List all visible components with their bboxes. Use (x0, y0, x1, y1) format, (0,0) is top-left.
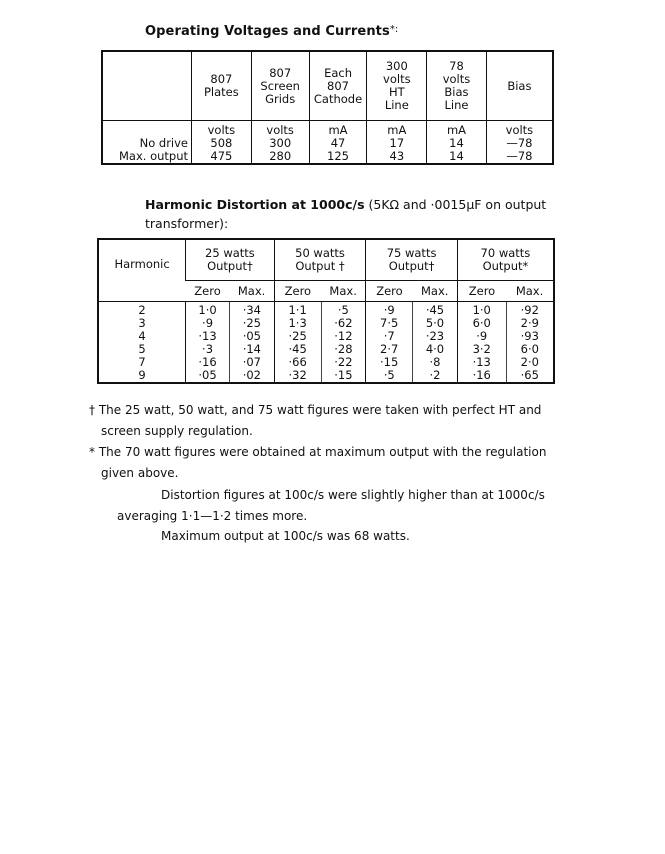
harmonic-number: 4 (138, 329, 146, 343)
operating-title-text: Operating Voltages and Currents (145, 24, 390, 39)
max-value-cell: ·14 (229, 343, 274, 356)
group-header: 25 watts Output† (186, 239, 275, 281)
harmonic-body (98, 302, 554, 384)
harmonic-number: 5 (138, 342, 146, 356)
value-cell: 508 (192, 137, 252, 150)
max-value-cell: ·02 (229, 369, 274, 383)
max-value-cell: ·28 (321, 343, 366, 356)
zero-value-cell: ·5 (366, 369, 413, 383)
operating-title-mark: *: (389, 24, 399, 35)
unit-cell: mA (427, 121, 487, 138)
value-cell: 14 (427, 137, 487, 150)
value-cell: 475 (192, 150, 252, 164)
max-value-cell: ·05 (229, 330, 274, 343)
zero-value-cell: 1·3 (274, 317, 321, 330)
group-header: 75 watts Output† (366, 239, 458, 281)
harmonic-title-rest: (5KΩ and ·0015µF on output (364, 197, 547, 212)
notes-distortion (101, 485, 571, 527)
zero-value-cell: ·15 (366, 356, 413, 369)
harmonic-header: Harmonic (98, 239, 186, 302)
units-row (102, 121, 553, 138)
harmonic-table (97, 238, 555, 384)
harmonic-number: 9 (138, 368, 146, 382)
unit-cell: mA (309, 121, 367, 138)
header-cell: 807 Plates (192, 51, 252, 121)
operating-header-row (102, 51, 553, 121)
zero-value-cell: 1·1 (274, 302, 321, 318)
zero-value-cell: ·9 (366, 302, 413, 318)
value-cell: 43 (367, 150, 427, 164)
header-cell: 807 Screen Grids (251, 51, 309, 121)
zero-value-cell: ·16 (457, 369, 506, 383)
max-value-cell: ·12 (321, 330, 366, 343)
max-value-cell: ·8 (413, 356, 458, 369)
value-cell: —78 (486, 137, 553, 150)
harmonic-title-line2: transformer): (145, 216, 229, 231)
zero-header: Zero (366, 281, 413, 302)
zero-value-cell: ·13 (457, 356, 506, 369)
value-cell: —78 (486, 150, 553, 164)
harmonic-number: 3 (138, 316, 146, 330)
max-value-cell: ·2 (413, 369, 458, 383)
max-value-cell: 5·0 (413, 317, 458, 330)
section-title-operating (145, 24, 398, 39)
max-value-cell: ·23 (413, 330, 458, 343)
zero-value-cell: 1·0 (186, 302, 230, 318)
zero-value-cell: ·16 (186, 356, 230, 369)
row-label: No drive (139, 136, 189, 150)
table-row (102, 150, 553, 164)
zero-value-cell: ·7 (366, 330, 413, 343)
value-cell: 280 (251, 150, 309, 164)
note-star-line2: given above. (101, 466, 179, 480)
header-cell: 300 volts HT Line (367, 51, 427, 121)
zero-value-cell: ·13 (186, 330, 230, 343)
header-cell: Each 807 Cathode (309, 51, 367, 121)
max-value-cell: 6·0 (506, 343, 554, 356)
harmonic-group-row (98, 239, 554, 281)
row-label: Max. output (118, 149, 189, 163)
zero-value-cell: ·45 (274, 343, 321, 356)
value-cell: 47 (309, 137, 367, 150)
max-value-cell: 2·0 (506, 356, 554, 369)
max-value-cell: ·65 (506, 369, 554, 383)
section-title-harmonic (145, 195, 565, 233)
unit-cell: volts (251, 121, 309, 138)
header-blank (102, 51, 192, 121)
zero-value-cell: ·9 (186, 317, 230, 330)
max-value-cell: ·15 (321, 369, 366, 383)
table-row (98, 302, 554, 318)
group-header: 50 watts Output † (274, 239, 366, 281)
harmonic-number: 2 (138, 303, 146, 317)
operating-table (101, 50, 554, 165)
notes-dagger (89, 400, 569, 442)
header-cell: Bias (486, 51, 553, 121)
value-cell: 300 (251, 137, 309, 150)
note-max-output: Maximum output at 100c/s was 68 watts. (161, 529, 410, 543)
max-value-cell: ·22 (321, 356, 366, 369)
unit-cell: mA (367, 121, 427, 138)
zero-value-cell: 3·2 (457, 343, 506, 356)
note-star-line1: * The 70 watt figures were obtained at maximum output with the regulation (89, 445, 547, 459)
note-dagger-line1: † The 25 watt, 50 watt, and 75 watt figures were taken with perfect HT and (89, 403, 542, 417)
zero-value-cell: ·9 (457, 330, 506, 343)
max-value-cell: 4·0 (413, 343, 458, 356)
value-cell: 125 (309, 150, 367, 164)
zero-header: Zero (186, 281, 230, 302)
max-header: Max. (321, 281, 366, 302)
zero-header: Zero (274, 281, 321, 302)
zero-value-cell: 2·7 (366, 343, 413, 356)
zero-header: Zero (457, 281, 506, 302)
zero-value-cell: 6·0 (457, 317, 506, 330)
table-row (98, 369, 554, 383)
header-cell: 78 volts Bias Line (427, 51, 487, 121)
max-header: Max. (413, 281, 458, 302)
notes-star (89, 442, 569, 484)
units-blank (102, 121, 192, 138)
harmonic-number: 7 (138, 355, 146, 369)
value-cell: 17 (367, 137, 427, 150)
note-dist-line1: Distortion figures at 100c/s were slightly higher than at 1000c/s (161, 488, 545, 502)
max-value-cell: ·34 (229, 302, 274, 318)
max-value-cell: ·25 (229, 317, 274, 330)
group-header: 70 watts Output* (457, 239, 554, 281)
note-dist-line2: averaging 1·1—1·2 times more. (117, 509, 308, 523)
zero-value-cell: ·66 (274, 356, 321, 369)
note-dagger-line2: screen supply regulation. (101, 424, 253, 438)
max-value-cell: 2·9 (506, 317, 554, 330)
zero-value-cell: ·25 (274, 330, 321, 343)
zero-value-cell: ·05 (186, 369, 230, 383)
zero-value-cell: 1·0 (457, 302, 506, 318)
unit-cell: volts (486, 121, 553, 138)
value-cell: 14 (427, 150, 487, 164)
max-value-cell: ·07 (229, 356, 274, 369)
zero-value-cell: ·32 (274, 369, 321, 383)
max-value-cell: ·45 (413, 302, 458, 318)
zero-value-cell: ·3 (186, 343, 230, 356)
max-value-cell: ·93 (506, 330, 554, 343)
max-value-cell: ·92 (506, 302, 554, 318)
max-value-cell: ·62 (321, 317, 366, 330)
max-header: Max. (506, 281, 554, 302)
unit-cell: volts (192, 121, 252, 138)
harmonic-title-bold: Harmonic Distortion at 1000c/s (145, 197, 365, 212)
zero-value-cell: 7·5 (366, 317, 413, 330)
max-header: Max. (229, 281, 274, 302)
max-value-cell: ·5 (321, 302, 366, 318)
